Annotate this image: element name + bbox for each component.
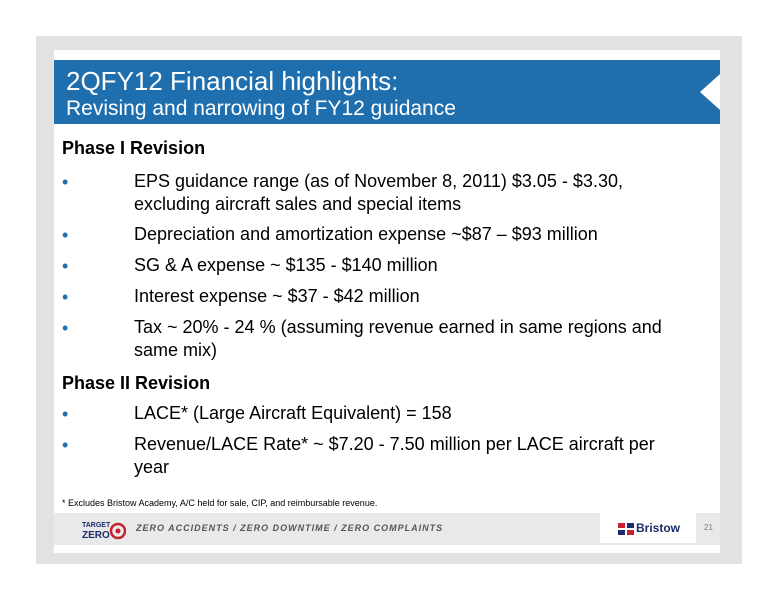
- slide-title: 2QFY12 Financial highlights:: [66, 66, 399, 96]
- bullet-icon: •: [62, 318, 69, 338]
- target-zero-logo: [82, 517, 126, 541]
- phase1-item: EPS guidance range (as of November 8, 2011) $3.05 - $3.30, excluding aircraft sales and special items: [134, 171, 623, 214]
- logo-line1: TARGET: [82, 522, 111, 529]
- phase1-item: SG & A expense ~ $135 - $140 million: [134, 255, 438, 275]
- slide: [54, 50, 720, 553]
- page-number: 21: [704, 523, 713, 532]
- bullet-icon: •: [62, 172, 69, 192]
- phase2-item: Revenue/LACE Rate* ~ $7.20 - 7.50 million per LACE aircraft per year: [134, 434, 655, 477]
- phase1-item: Tax ~ 20% - 24 % (assuming revenue earned in same regions and same mix): [134, 317, 662, 360]
- footer-slogan: ZERO ACCIDENTS / ZERO DOWNTIME / ZERO COMPLAINTS: [136, 523, 444, 533]
- logo-line2: ZERO: [82, 530, 110, 541]
- phase1-item: Interest expense ~ $37 - $42 million: [134, 286, 420, 306]
- bristow-flag-icon: [618, 521, 634, 537]
- phase1-heading: Phase I Revision: [62, 138, 206, 158]
- bullet-icon: •: [62, 404, 69, 424]
- footer-band: [54, 513, 720, 545]
- footnote: * Excludes Bristow Academy, A/C held for sale, CIP, and reimbursable revenue.: [62, 498, 378, 508]
- bristow-name: Bristow: [636, 521, 681, 535]
- bristow-logo: [600, 513, 696, 543]
- phase1-item: Depreciation and amortization expense ~$87 – $93 million: [134, 224, 598, 244]
- bullet-icon: •: [62, 256, 69, 276]
- title-bar: [54, 60, 720, 124]
- phase2-item: LACE* (Large Aircraft Equivalent) = 158: [134, 403, 452, 423]
- bullet-icon: •: [62, 435, 69, 455]
- phase2-heading: Phase II Revision: [62, 373, 211, 393]
- title-notch-arrow-icon: [700, 74, 720, 110]
- bullet-icon: •: [62, 287, 69, 307]
- bullet-icon: •: [62, 225, 69, 245]
- slide-subtitle: Revising and narrowing of FY12 guidance: [66, 97, 456, 120]
